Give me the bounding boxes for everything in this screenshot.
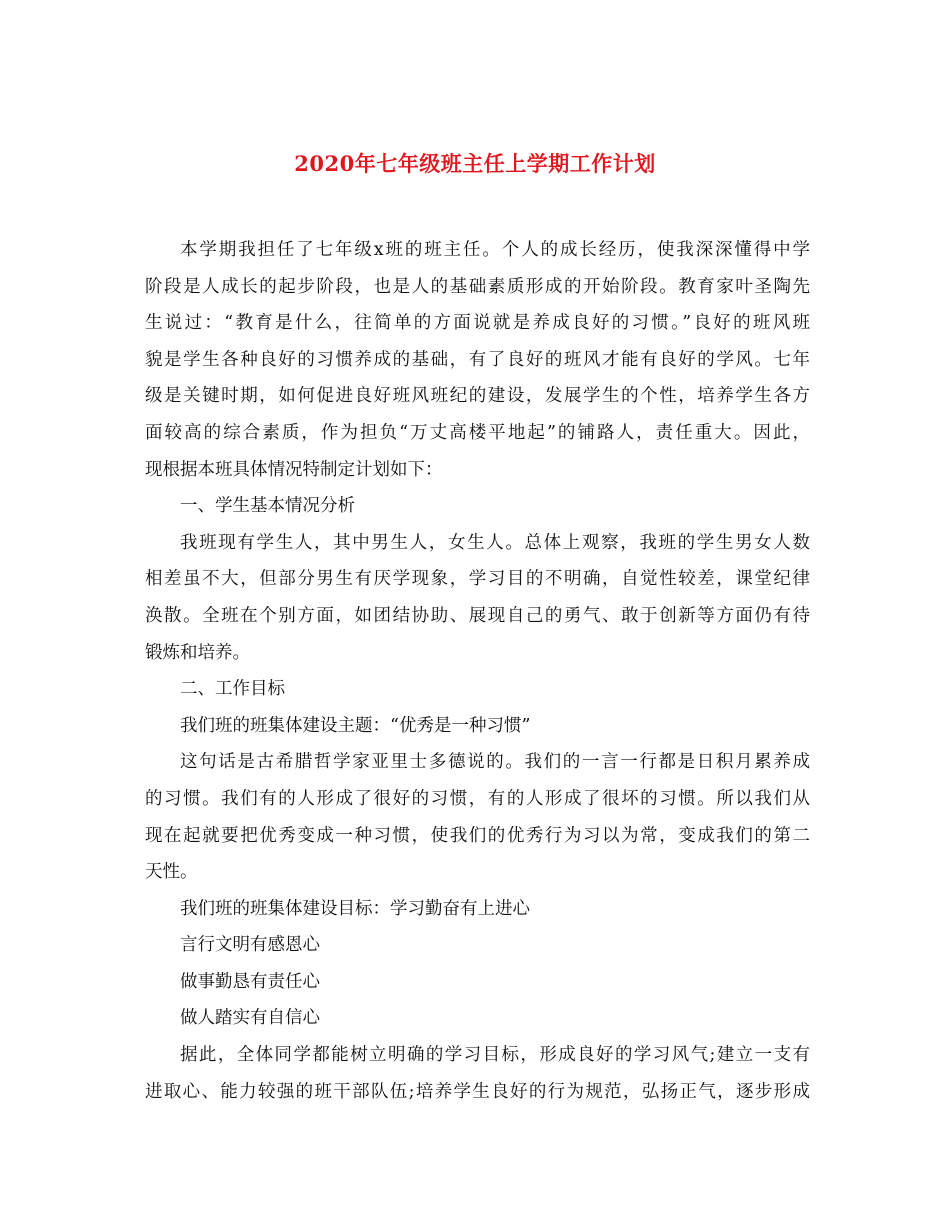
text-line: 这句话是古希腊哲学家亚里士多德说的。我们的一言一行都是日积月累养成 xyxy=(180,752,810,773)
goal-line: 我们班的班集体建设目标：学习勤奋有上进心 xyxy=(180,898,530,919)
section1-paragraph xyxy=(145,525,810,671)
text-line: 本学期我担任了七年级x班的班主任。个人的成长经历，使我深深懂得中学 xyxy=(180,240,810,260)
closing-paragraph xyxy=(145,1037,810,1110)
text-line: 锻炼和培养。 xyxy=(145,642,250,663)
text-line: 貌是学生各种良好的习惯养成的基础，有了良好的班风才能有良好的学风。七年 xyxy=(145,349,810,370)
theme-paragraph xyxy=(145,744,810,890)
goal-item: 做人踏实有自信心 xyxy=(180,1008,320,1029)
text-line: 天性。 xyxy=(145,862,198,883)
text-line: 的习惯。我们有的人形成了很好的习惯，有的人形成了很坏的习惯。所以我们从 xyxy=(145,788,810,809)
text-line: 涣散。全班在个别方面，如团结协助、展现自己的勇气、敢于创新等方面仍有待 xyxy=(145,605,810,626)
text-line: 级是关键时期，如何促进良好班风班纪的建设，发展学生的个性，培养学生各方 xyxy=(145,386,810,407)
section-heading-2: 二、工作目标 xyxy=(180,679,285,700)
text-line: 生说过：“教育是什么，往简单的方面说就是养成良好的习惯。”良好的班风班 xyxy=(145,313,810,334)
text-line: 据此，全体同学都能树立明确的学习目标，形成良好的学习风气;建立一支有 xyxy=(180,1045,810,1066)
section-heading-1: 一、学生基本情况分析 xyxy=(180,496,355,517)
text-line: 相差虽不大，但部分男生有厌学现象，学习目的不明确，自觉性较差，课堂纪律 xyxy=(145,569,810,590)
text-line: 面较高的综合素质，作为担负“万丈高楼平地起”的铺路人，责任重大。因此， xyxy=(145,422,810,443)
intro-paragraph xyxy=(145,232,810,488)
goal-item: 做事勤恳有责任心 xyxy=(180,971,320,992)
goal-item: 言行文明有感恩心 xyxy=(180,935,320,956)
document-title: 2020年七年级班主任上学期工作计划 xyxy=(294,151,656,176)
text-line: 阶段是人成长的起步阶段，也是人的基础素质形成的开始阶段。教育家叶圣陶先 xyxy=(145,276,810,297)
text-line: 现在起就要把优秀变成一种习惯，使我们的优秀行为习以为常，变成我们的第二 xyxy=(145,825,810,846)
text-line: 我班现有学生人，其中男生人，女生人。总体上观察，我班的学生男女人数 xyxy=(180,532,810,553)
theme-line: 我们班的班集体建设主题：“优秀是一种习惯” xyxy=(180,715,531,736)
text-line: 进取心、能力较强的班干部队伍;培养学生良好的行为规范，弘扬正气，逐步形成 xyxy=(145,1081,810,1102)
document-body xyxy=(145,232,810,1110)
text-line: 现根据本班具体情况特制定计划如下： xyxy=(145,459,443,480)
